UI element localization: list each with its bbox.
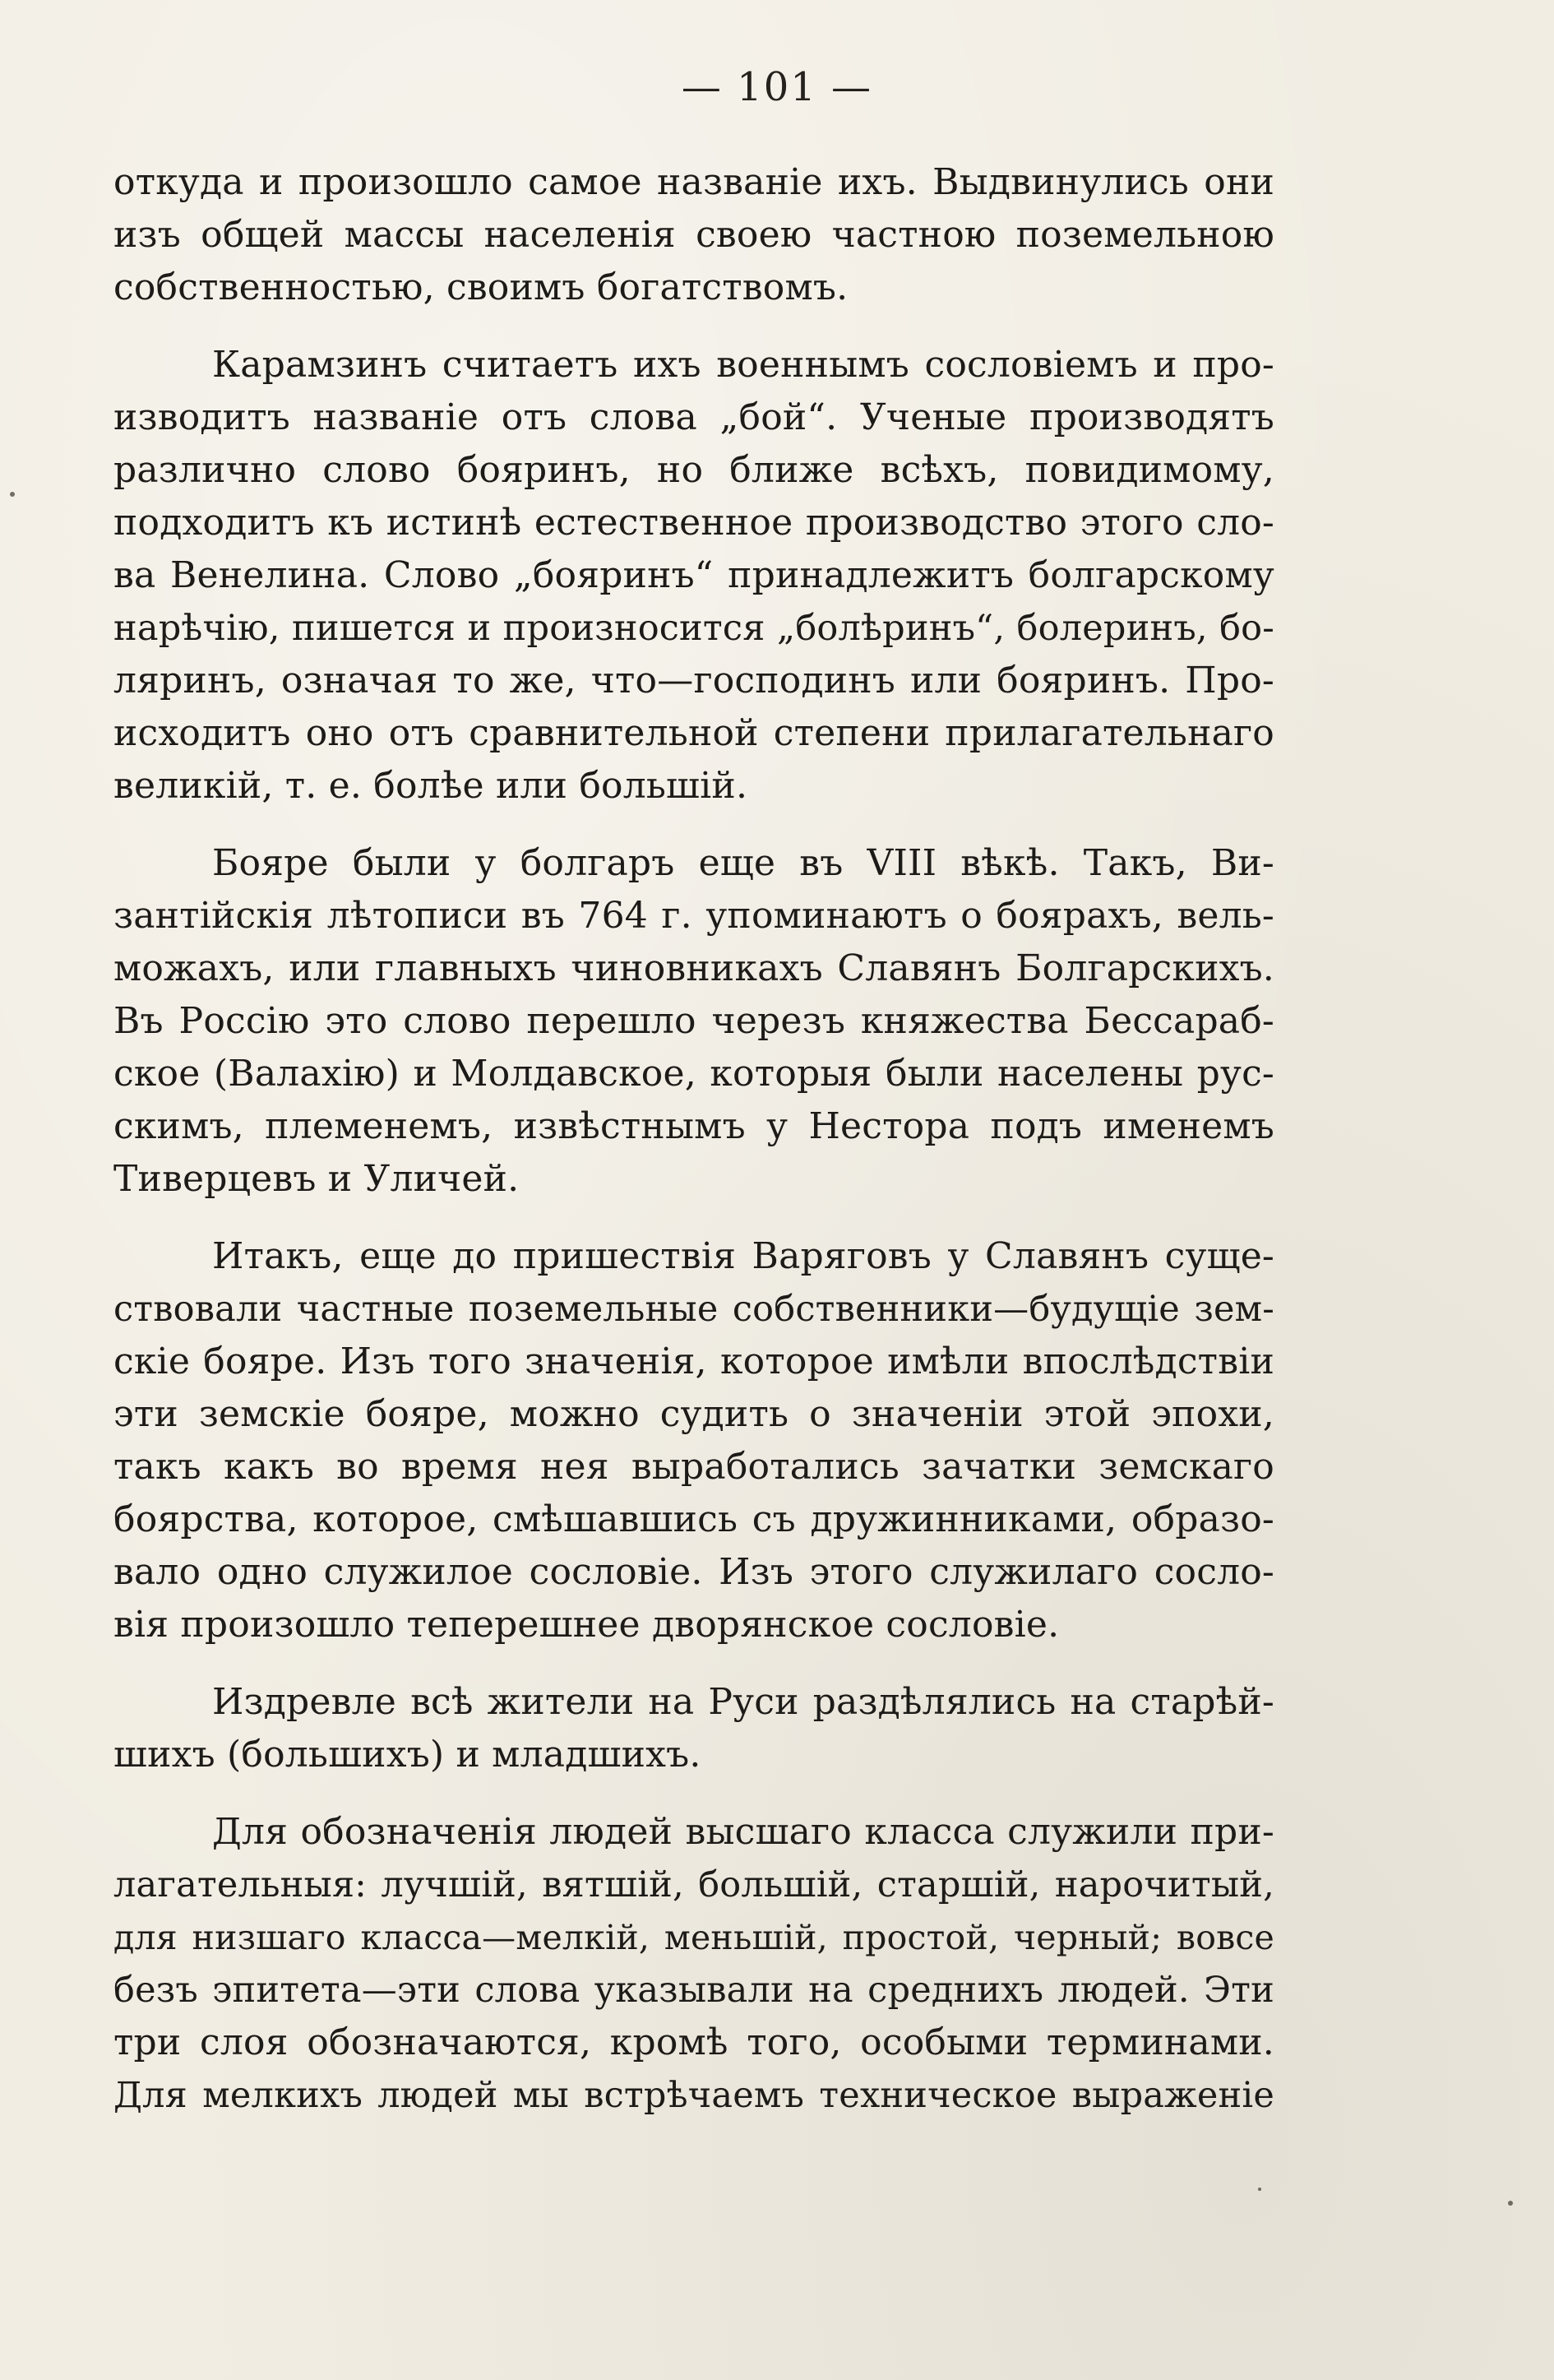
text-line: ское (Валахію) и Молдавское, которыя были населены рус- <box>113 1053 1274 1095</box>
text-line: боярства, которое, смѣшавшись съ дружинниками, образо- <box>113 1498 1274 1540</box>
text-line: Для мелкихъ людей мы встрѣчаемъ техническое выраженіе <box>113 2075 1274 2116</box>
paper-speck <box>1508 2201 1513 2206</box>
text-line: нарѣчію, пишется и произносится „болѣринъ“, болеринъ, бо- <box>113 608 1274 649</box>
paragraph-3 <box>113 837 1274 1206</box>
text-line: исходитъ оно отъ сравнительной степени прилагательнаго <box>113 712 1274 754</box>
text-line: для низшаго класса—мелкій, меньшій, простой, черный; вовсе <box>113 1918 1274 1957</box>
text-line: лагательныя: лучшій, вятшій, большій, старшій, нарочитый, <box>113 1864 1274 1905</box>
paragraph-2 <box>113 339 1274 813</box>
text-line: Для обозначенія людей высшаго класса служили при- <box>212 1811 1274 1853</box>
text-line: зантійскія лѣтописи въ 764 г. упоминаютъ о боярахъ, вель- <box>113 895 1274 937</box>
text-line: Карамзинъ считаетъ ихъ военнымъ сословіемъ и про- <box>212 344 1274 386</box>
text-line: безъ эпитета—эти слова указывали на среднихъ людей. Эти <box>113 1970 1274 2011</box>
text-line: такъ какъ во время нея выработались зачатки земскаго <box>113 1446 1274 1488</box>
paragraph-6 <box>113 1806 1274 2122</box>
text-line: Итакъ, еще до пришествія Варяговъ у Славянъ суще- <box>212 1235 1274 1277</box>
text-line: три слоя обозначаются, кромѣ того, особыми терминами. <box>113 2021 1274 2063</box>
text-line: Тиверцевъ и Уличей. <box>113 1158 520 1200</box>
text-line: Бояре были у болгаръ еще въ VIII вѣкѣ. Такъ, Ви- <box>212 842 1274 884</box>
text-line: откуда и произошло самое названіе ихъ. Выдвинулись они <box>113 161 1274 203</box>
text-line: вало одно служилое сословіе. Изъ этого служилаго сосло- <box>113 1551 1274 1593</box>
body-text <box>113 156 1274 2146</box>
text-line: изводитъ названіе отъ слова „бой“. Ученые производятъ <box>113 396 1274 438</box>
text-line: скимъ, племенемъ, извѣстнымъ у Нестора подъ именемъ <box>113 1105 1274 1147</box>
paper-speck <box>10 492 15 497</box>
text-line: изъ общей массы населенія своею частною поземельною <box>113 214 1274 256</box>
paragraph-1 <box>113 156 1274 314</box>
text-line: собственностью, своимъ богатствомъ. <box>113 266 849 308</box>
text-line: различно слово бояринъ, но ближе всѣхъ, повидимому, <box>113 449 1274 491</box>
paragraph-4 <box>113 1230 1274 1651</box>
text-line: ляринъ, означая то же, что—господинъ или бояринъ. Про- <box>113 660 1274 701</box>
text-line: Издревле всѣ жители на Руси раздѣлялись на старѣй- <box>212 1681 1274 1723</box>
text-line: ствовали частные поземельные собственники—будущіе зем- <box>113 1289 1274 1330</box>
text-line: шихъ (большихъ) и младшихъ. <box>113 1734 701 1776</box>
text-line: великій, т. е. болѣе или большій. <box>113 765 748 807</box>
paper-speck <box>1258 2188 1261 2191</box>
paragraph-5 <box>113 1676 1274 1781</box>
text-line: скіе бояре. Изъ того значенія, которое имѣли впослѣдствіи <box>113 1340 1274 1382</box>
text-line: Въ Россію это слово перешло черезъ княжества Бессараб- <box>113 1000 1274 1042</box>
text-line: подходитъ къ истинѣ естественное производство этого сло- <box>113 502 1274 544</box>
page-number: — 101 — <box>681 64 873 110</box>
text-line: вія произошло теперешнее дворянское сословіе. <box>113 1604 1060 1646</box>
text-line: ва Венелина. Слово „бояринъ“ принадлежитъ болгарскому <box>113 554 1274 596</box>
text-line: эти земскіе бояре, можно судить о значеніи этой эпохи, <box>113 1393 1274 1435</box>
text-line: можахъ, или главныхъ чиновникахъ Славянъ Болгарскихъ. <box>113 947 1274 989</box>
